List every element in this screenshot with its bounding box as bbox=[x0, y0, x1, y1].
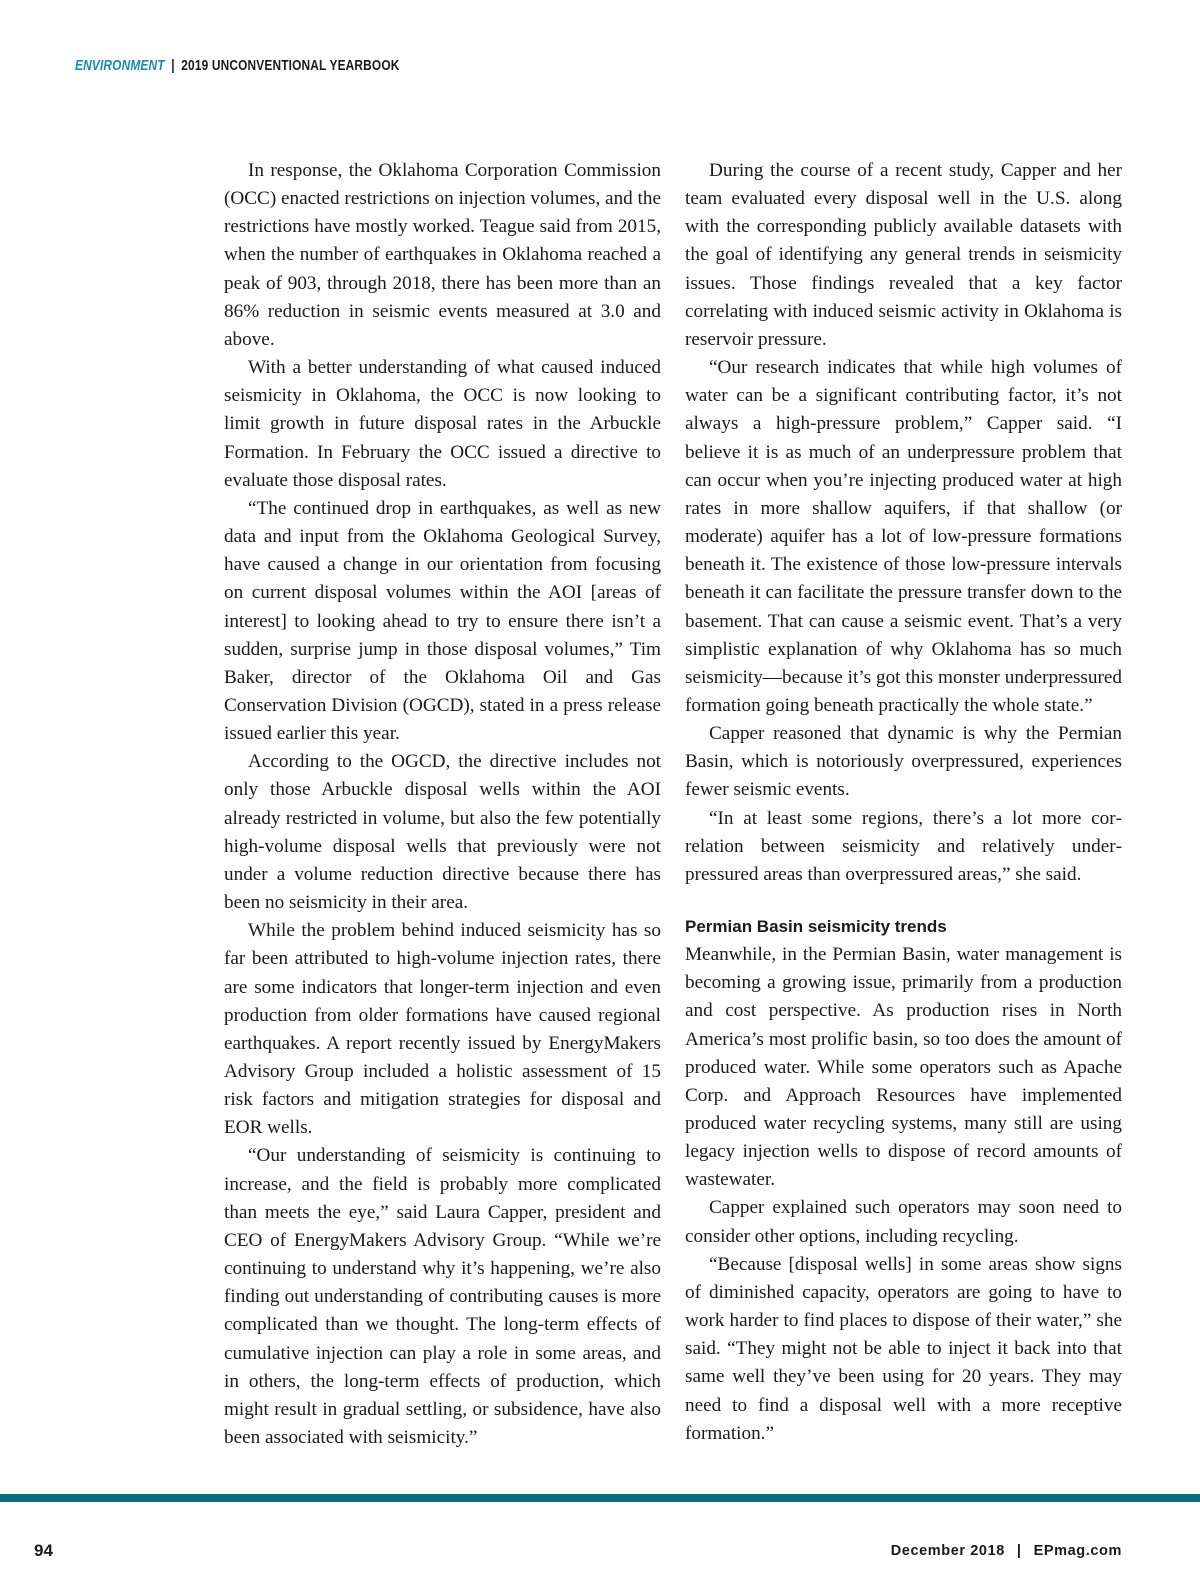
website-link[interactable]: EPmag.com bbox=[1033, 1543, 1122, 1559]
body-paragraph: With a better understanding of what caused induced seismicity in Oklahoma, the OCC is now looking to limit growth in future disposal rates in the Arbuckle Formation. In February the OCC issued a directive to evaluate those disposal rates. bbox=[224, 357, 661, 491]
right-column bbox=[685, 157, 1122, 1448]
body-paragraph: “Our understanding of seismicity is continuing to increase, and the field is probably more complicated than meets the eye,” said Laura Capper, president and CEO of EnergyMakers Advisory Group. “While we’re continuing to understand why it’s happening, we’re also finding out understanding of contributing causes is more complicated than we thought. The long-term effects of cumulative injection can play a role in some areas, and in others, the long-term effects of production, which might result in gradual settling, or subsidence, have also been associated with seismicity.” bbox=[224, 1145, 661, 1449]
body-paragraph: In response, the Oklahoma Corporation Commission (OCC) enacted restrictions on injection volumes, and the restrictions have mostly worked. Teague said from 2015, when the number of earthquakes in Oklahoma reached a peak of 903, through 2018, there has been more than an 86% reduction in seismic events measured at 3.0 and above. bbox=[224, 160, 661, 350]
footer-separator: | bbox=[1016, 1543, 1022, 1559]
body-paragraph: “Our research indicates that while high volumes of water can be a significant contributing factor, it’s not always a high-pressure problem,” Capper said. “I believe it is as much of an underpressure problem that can occur when you’re injecting produced water at high rates in more shallow aquifers, if that shallow (or moderate) aquifer has a lot of low-pressure formations beneath it. The existence of those low-pressure intervals beneath it can facilitate the pressure transfer down to the basement. That can cause a seismic event. That’s a very simplistic explanation of why Oklahoma has so much seismicity—because it’s got this monster underpressured formation going beneath practically the whole state.” bbox=[685, 357, 1122, 716]
publication-title: 2019 UNCONVENTIONAL YEARBOOK bbox=[181, 58, 400, 74]
footer-info bbox=[891, 1543, 1122, 1559]
body-paragraph: Capper reasoned that dynamic is why the Permian Basin, which is notoriously overpressured, experiences fewer seismic events. bbox=[685, 723, 1122, 801]
header-separator: | bbox=[171, 58, 175, 74]
section-subheading: Permian Basin seismicity trends bbox=[685, 917, 947, 937]
body-paragraph: Capper explained such operators may soon need to consider other options, including recycling. bbox=[685, 1197, 1122, 1247]
body-paragraph: “In at least some regions, there’s a lot more correlation between seismicity and relatively underpressured areas than overpressured areas,” she said. bbox=[685, 807, 1122, 885]
section-label: ENVIRONMENT bbox=[75, 58, 165, 74]
body-paragraph: According to the OGCD, the directive includes not only those Arbuckle disposal wells within the AOI already restricted in volume, but also the few potentially high-volume disposal wells that previously were not under a volume reduction directive because there has been no seismicity in their area. bbox=[224, 751, 661, 914]
issue-date: December 2018 bbox=[890, 1543, 1005, 1559]
page-number: 94 bbox=[34, 1541, 53, 1560]
body-paragraph: During the course of a recent study, Capper and her team evaluated every disposal well in the U.S. along with the corresponding publicly available datasets with the goal of identifying any general trends in seismicity issues. Those findings revealed that a key factor correlating with induced seismic activity in Oklahoma is reservoir pressure. bbox=[685, 160, 1122, 350]
footer-divider-bar bbox=[0, 1494, 1200, 1502]
body-paragraph: “Because [disposal wells] in some areas show signs of diminished capacity, operators are going to have to work harder to find places to dispose of their water,” she said. “They might not be able to inject it back into that same well they’ve been using for 20 years. They may need to find a disposal well with a more receptive formation.” bbox=[685, 1253, 1122, 1444]
body-paragraph: Meanwhile, in the Permian Basin, water management is becoming a growing issue, primarily from a production and cost perspective. As production rises in North America’s most prolific basin, so too does the amount of produced water. While some operators such as Apache Corp. and Approach Resources have implemented produced water recycling systems, many still are using legacy injection wells to dispose of record amounts of wastewater. bbox=[685, 944, 1122, 1191]
left-column bbox=[224, 157, 661, 1452]
body-paragraph: While the problem behind induced seismicity has so far been attributed to high-volume injection rates, there are some indicators that longer-term injection and even production from older formations have caused regional earthquakes. A report recently issued by EnergyMakers Advisory Group included a holistic assessment of 15 risk factors and mitigation strategies for disposal and EOR wells. bbox=[224, 920, 661, 1139]
running-header bbox=[75, 58, 400, 74]
body-paragraph: “The continued drop in earthquakes, as well as new data and input from the Oklahoma Geological Survey, have caused a change in our orientation from focusing on current disposal volumes within the AOI [areas of interest] to looking ahead to try to ensure there isn’t a sudden, surprise jump in those disposal volumes,” Tim Baker, director of the Oklahoma Oil and Gas Conservation Division (OGCD), stated in a press release issued earlier this year. bbox=[224, 497, 661, 745]
